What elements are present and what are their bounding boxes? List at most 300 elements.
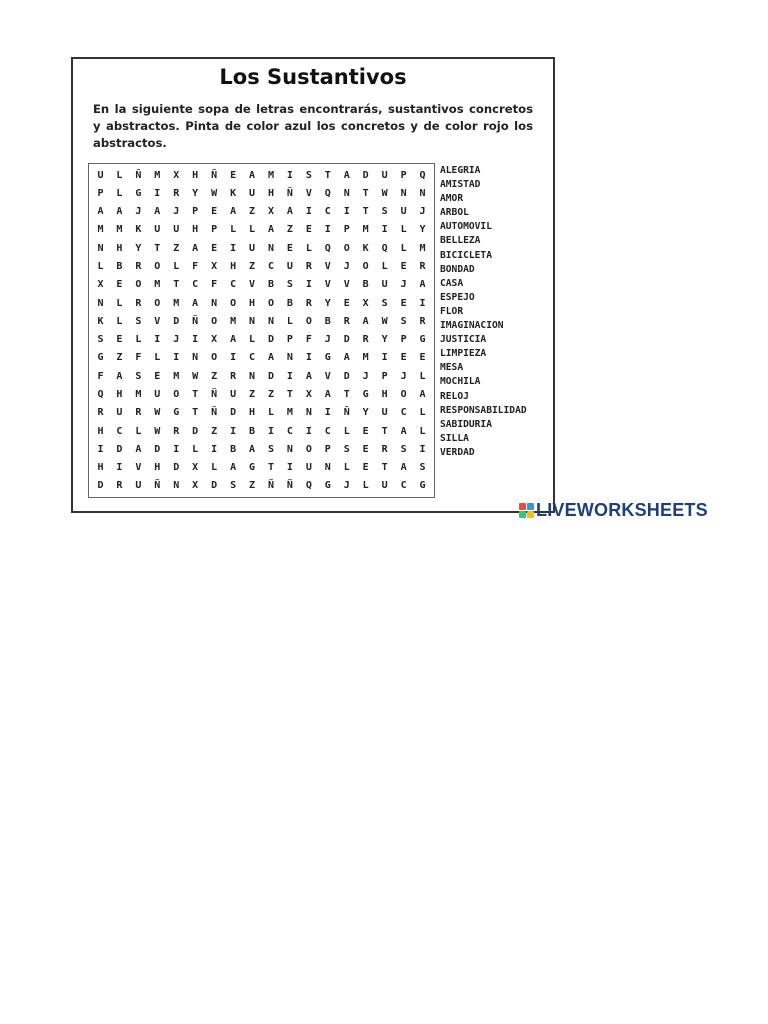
grid-letter[interactable]: U xyxy=(381,279,388,291)
grid-letter[interactable]: Ñ xyxy=(286,480,293,492)
grid-letter[interactable]: B xyxy=(362,279,369,291)
grid-letter[interactable]: T xyxy=(154,242,161,254)
grid-letter[interactable]: A xyxy=(305,370,312,382)
grid-letter[interactable]: C xyxy=(230,279,237,291)
grid-letter[interactable]: N xyxy=(400,187,407,199)
grid-letter[interactable]: P xyxy=(286,334,293,346)
grid-letter[interactable]: L xyxy=(362,480,369,492)
grid-letter[interactable]: A xyxy=(116,206,123,218)
grid-letter[interactable]: A xyxy=(116,370,123,382)
grid-letter[interactable]: G xyxy=(97,352,104,364)
grid-letter[interactable]: M xyxy=(135,388,142,400)
grid-letter[interactable]: L xyxy=(230,224,237,236)
grid-letter[interactable]: Z xyxy=(267,388,274,400)
grid-letter[interactable]: M xyxy=(154,279,161,291)
grid-letter[interactable]: N xyxy=(419,187,426,199)
grid-letter[interactable]: E xyxy=(211,206,218,218)
grid-letter[interactable]: H xyxy=(230,261,237,273)
grid-letter[interactable]: S xyxy=(135,370,142,382)
grid-letter[interactable]: W xyxy=(381,187,388,199)
word-search-grid[interactable] xyxy=(88,163,435,498)
grid-letter[interactable]: I xyxy=(381,352,388,364)
grid-letter[interactable]: I xyxy=(154,334,161,346)
grid-letter[interactable]: D xyxy=(192,425,199,437)
grid-letter[interactable]: L xyxy=(249,334,256,346)
grid-letter[interactable]: R xyxy=(305,261,312,273)
grid-letter[interactable]: R xyxy=(305,297,312,309)
grid-letter[interactable]: X xyxy=(267,206,274,218)
grid-letter[interactable]: S xyxy=(97,334,104,346)
grid-letter[interactable]: N xyxy=(267,242,274,254)
grid-letter[interactable]: X xyxy=(173,169,180,181)
grid-letter[interactable]: Z xyxy=(211,425,218,437)
grid-letter[interactable]: D xyxy=(230,407,237,419)
grid-letter[interactable]: X xyxy=(192,462,199,474)
grid-letter[interactable]: Q xyxy=(324,242,331,254)
grid-letter[interactable]: Y xyxy=(362,407,369,419)
grid-letter[interactable]: R xyxy=(135,297,142,309)
grid-letter[interactable]: Ñ xyxy=(286,187,293,199)
grid-letter[interactable]: I xyxy=(211,443,218,455)
grid-letter[interactable]: I xyxy=(419,297,426,309)
grid-letter[interactable]: L xyxy=(419,425,426,437)
grid-letter[interactable]: H xyxy=(267,187,274,199)
grid-letter[interactable]: I xyxy=(324,224,331,236)
grid-letter[interactable]: O xyxy=(362,261,369,273)
grid-letter[interactable]: A xyxy=(400,462,407,474)
grid-letter[interactable]: R xyxy=(135,261,142,273)
grid-letter[interactable]: A xyxy=(286,206,293,218)
grid-letter[interactable]: L xyxy=(381,261,388,273)
grid-letter[interactable]: L xyxy=(400,242,407,254)
grid-letter[interactable]: U xyxy=(230,388,237,400)
grid-letter[interactable]: F xyxy=(305,334,312,346)
grid-letter[interactable]: Y xyxy=(192,187,199,199)
grid-letter[interactable]: S xyxy=(135,315,142,327)
grid-letter[interactable]: T xyxy=(362,187,369,199)
grid-letter[interactable]: K xyxy=(230,187,237,199)
grid-letter[interactable]: Ñ xyxy=(211,169,218,181)
grid-letter[interactable]: M xyxy=(267,169,274,181)
grid-letter[interactable]: H xyxy=(116,388,123,400)
grid-letter[interactable]: R xyxy=(173,425,180,437)
grid-letter[interactable]: I xyxy=(286,370,293,382)
grid-letter[interactable]: A xyxy=(343,352,350,364)
grid-letter[interactable]: V xyxy=(324,279,331,291)
grid-letter[interactable]: O xyxy=(211,315,218,327)
grid-letter[interactable]: X xyxy=(362,297,369,309)
grid-letter[interactable]: Z xyxy=(116,352,123,364)
grid-letter[interactable]: L xyxy=(116,297,123,309)
grid-letter[interactable]: Z xyxy=(249,388,256,400)
grid-letter[interactable]: S xyxy=(305,169,312,181)
grid-letter[interactable]: I xyxy=(192,334,199,346)
grid-letter[interactable]: A xyxy=(230,462,237,474)
grid-letter[interactable]: A xyxy=(230,206,237,218)
grid-letter[interactable]: D xyxy=(97,480,104,492)
grid-letter[interactable]: E xyxy=(286,242,293,254)
grid-letter[interactable]: I xyxy=(173,352,180,364)
grid-letter[interactable]: E xyxy=(362,425,369,437)
grid-letter[interactable]: O xyxy=(400,388,407,400)
grid-letter[interactable]: V xyxy=(135,462,142,474)
grid-letter[interactable]: P xyxy=(192,206,199,218)
grid-letter[interactable]: E xyxy=(343,297,350,309)
grid-letter[interactable]: Z xyxy=(286,224,293,236)
grid-letter[interactable]: C xyxy=(249,352,256,364)
grid-letter[interactable]: M xyxy=(116,224,123,236)
grid-letter[interactable]: Ñ xyxy=(211,407,218,419)
grid-letter[interactable]: T xyxy=(324,169,331,181)
grid-letter[interactable]: O xyxy=(305,315,312,327)
grid-letter[interactable]: E xyxy=(305,224,312,236)
grid-letter[interactable]: R xyxy=(362,334,369,346)
grid-letter[interactable]: R xyxy=(135,407,142,419)
grid-letter[interactable]: H xyxy=(154,462,161,474)
grid-letter[interactable]: Y xyxy=(381,334,388,346)
grid-letter[interactable]: M xyxy=(97,224,104,236)
grid-letter[interactable]: N xyxy=(305,407,312,419)
grid-letter[interactable]: B xyxy=(324,315,331,327)
grid-letter[interactable]: L xyxy=(135,425,142,437)
grid-letter[interactable]: Ñ xyxy=(211,388,218,400)
grid-letter[interactable]: U xyxy=(135,480,142,492)
grid-letter[interactable]: Ñ xyxy=(343,407,350,419)
grid-letter[interactable]: Z xyxy=(249,480,256,492)
grid-letter[interactable]: N xyxy=(97,297,104,309)
grid-letter[interactable]: Q xyxy=(305,480,312,492)
grid-letter[interactable]: I xyxy=(381,224,388,236)
grid-letter[interactable]: Z xyxy=(249,261,256,273)
grid-letter[interactable]: R xyxy=(419,261,426,273)
grid-letter[interactable]: R xyxy=(97,407,104,419)
grid-letter[interactable]: I xyxy=(419,443,426,455)
grid-letter[interactable]: U xyxy=(400,206,407,218)
grid-letter[interactable]: X xyxy=(97,279,104,291)
grid-letter[interactable]: N xyxy=(249,370,256,382)
grid-letter[interactable]: E xyxy=(211,242,218,254)
grid-letter[interactable]: I xyxy=(343,206,350,218)
grid-letter[interactable]: L xyxy=(116,187,123,199)
grid-letter[interactable]: S xyxy=(381,206,388,218)
grid-letter[interactable]: M xyxy=(362,352,369,364)
grid-letter[interactable]: R xyxy=(173,187,180,199)
grid-letter[interactable]: T xyxy=(267,462,274,474)
grid-letter[interactable]: S xyxy=(400,315,407,327)
grid-letter[interactable]: V xyxy=(324,370,331,382)
grid-letter[interactable]: L xyxy=(400,224,407,236)
grid-letter[interactable]: A xyxy=(419,388,426,400)
grid-letter[interactable]: R xyxy=(419,315,426,327)
grid-letter[interactable]: B xyxy=(249,425,256,437)
grid-letter[interactable]: C xyxy=(324,206,331,218)
grid-letter[interactable]: C xyxy=(192,279,199,291)
grid-letter[interactable]: A xyxy=(267,352,274,364)
grid-letter[interactable]: E xyxy=(362,462,369,474)
grid-letter[interactable]: Ñ xyxy=(154,480,161,492)
grid-letter[interactable]: A xyxy=(249,443,256,455)
grid-letter[interactable]: M xyxy=(173,297,180,309)
grid-letter[interactable]: L xyxy=(305,242,312,254)
grid-letter[interactable]: T xyxy=(381,425,388,437)
grid-letter[interactable]: J xyxy=(173,206,180,218)
grid-letter[interactable]: Ñ xyxy=(135,169,142,181)
grid-letter[interactable]: X xyxy=(305,388,312,400)
grid-letter[interactable]: L xyxy=(135,334,142,346)
grid-letter[interactable]: Q xyxy=(419,169,426,181)
grid-letter[interactable]: N xyxy=(343,187,350,199)
grid-letter[interactable]: F xyxy=(135,352,142,364)
grid-letter[interactable]: I xyxy=(154,187,161,199)
grid-letter[interactable]: F xyxy=(192,261,199,273)
grid-letter[interactable]: P xyxy=(400,334,407,346)
grid-letter[interactable]: C xyxy=(400,480,407,492)
grid-letter[interactable]: F xyxy=(97,370,104,382)
grid-letter[interactable]: Y xyxy=(324,297,331,309)
grid-letter[interactable]: C xyxy=(267,261,274,273)
grid-letter[interactable]: P xyxy=(343,224,350,236)
grid-letter[interactable]: H xyxy=(249,407,256,419)
grid-letter[interactable]: S xyxy=(419,462,426,474)
grid-letter[interactable]: I xyxy=(173,443,180,455)
grid-letter[interactable]: U xyxy=(154,388,161,400)
grid-letter[interactable]: O xyxy=(211,352,218,364)
grid-letter[interactable]: A xyxy=(324,388,331,400)
grid-letter[interactable]: W xyxy=(381,315,388,327)
grid-letter[interactable]: S xyxy=(343,443,350,455)
grid-letter[interactable]: G xyxy=(324,480,331,492)
grid-letter[interactable]: H xyxy=(192,224,199,236)
grid-letter[interactable]: H xyxy=(381,388,388,400)
grid-letter[interactable]: E xyxy=(400,352,407,364)
grid-letter[interactable]: P xyxy=(211,224,218,236)
grid-letter[interactable]: L xyxy=(173,261,180,273)
grid-letter[interactable]: M xyxy=(286,407,293,419)
grid-letter[interactable]: G xyxy=(324,352,331,364)
grid-letter[interactable]: S xyxy=(267,443,274,455)
grid-letter[interactable]: J xyxy=(400,370,407,382)
grid-letter[interactable]: I xyxy=(286,169,293,181)
grid-letter[interactable]: U xyxy=(286,261,293,273)
grid-letter[interactable]: L xyxy=(343,462,350,474)
grid-letter[interactable]: B xyxy=(116,261,123,273)
grid-letter[interactable]: A xyxy=(362,315,369,327)
grid-letter[interactable]: W xyxy=(211,187,218,199)
grid-letter[interactable]: K xyxy=(362,242,369,254)
grid-letter[interactable]: Ñ xyxy=(267,480,274,492)
grid-letter[interactable]: T xyxy=(192,407,199,419)
grid-letter[interactable]: H xyxy=(249,297,256,309)
grid-letter[interactable]: D xyxy=(362,169,369,181)
grid-letter[interactable]: O xyxy=(305,443,312,455)
grid-letter[interactable]: U xyxy=(154,224,161,236)
grid-letter[interactable]: P xyxy=(381,370,388,382)
grid-letter[interactable]: M xyxy=(362,224,369,236)
grid-letter[interactable]: B xyxy=(286,297,293,309)
grid-letter[interactable]: O xyxy=(135,279,142,291)
grid-letter[interactable]: W xyxy=(154,407,161,419)
grid-letter[interactable]: L xyxy=(419,370,426,382)
grid-letter[interactable]: L xyxy=(286,315,293,327)
grid-letter[interactable]: A xyxy=(400,425,407,437)
grid-letter[interactable]: D xyxy=(267,370,274,382)
grid-letter[interactable]: E xyxy=(230,169,237,181)
grid-letter[interactable]: Y xyxy=(419,224,426,236)
grid-letter[interactable]: L xyxy=(192,443,199,455)
grid-letter[interactable]: K xyxy=(135,224,142,236)
grid-letter[interactable]: T xyxy=(343,388,350,400)
grid-letter[interactable]: R xyxy=(230,370,237,382)
grid-letter[interactable]: A xyxy=(192,297,199,309)
grid-letter[interactable]: A xyxy=(343,169,350,181)
grid-letter[interactable]: E xyxy=(154,370,161,382)
grid-letter[interactable]: I xyxy=(324,407,331,419)
grid-letter[interactable]: E xyxy=(419,352,426,364)
grid-letter[interactable]: G xyxy=(135,187,142,199)
grid-letter[interactable]: L xyxy=(343,425,350,437)
grid-letter[interactable]: R xyxy=(343,315,350,327)
grid-letter[interactable]: V xyxy=(305,187,312,199)
grid-letter[interactable]: I xyxy=(305,352,312,364)
grid-letter[interactable]: T xyxy=(173,279,180,291)
grid-letter[interactable]: P xyxy=(97,187,104,199)
grid-letter[interactable]: A xyxy=(192,242,199,254)
grid-letter[interactable]: M xyxy=(154,169,161,181)
grid-letter[interactable]: N xyxy=(286,443,293,455)
grid-letter[interactable]: K xyxy=(97,315,104,327)
grid-letter[interactable]: Z xyxy=(211,370,218,382)
grid-letter[interactable]: W xyxy=(192,370,199,382)
grid-letter[interactable]: X xyxy=(192,480,199,492)
grid-letter[interactable]: H xyxy=(116,242,123,254)
grid-letter[interactable]: N xyxy=(286,352,293,364)
grid-letter[interactable]: D xyxy=(116,443,123,455)
grid-letter[interactable]: I xyxy=(286,462,293,474)
grid-letter[interactable]: U xyxy=(249,242,256,254)
grid-letter[interactable]: A xyxy=(154,206,161,218)
grid-letter[interactable]: I xyxy=(230,425,237,437)
grid-letter[interactable]: Z xyxy=(249,206,256,218)
grid-letter[interactable]: G xyxy=(173,407,180,419)
grid-letter[interactable]: I xyxy=(305,206,312,218)
grid-letter[interactable]: L xyxy=(154,352,161,364)
grid-letter[interactable]: U xyxy=(173,224,180,236)
grid-letter[interactable]: D xyxy=(211,480,218,492)
grid-letter[interactable]: L xyxy=(211,462,218,474)
grid-letter[interactable]: C xyxy=(116,425,123,437)
grid-letter[interactable]: G xyxy=(419,334,426,346)
grid-letter[interactable]: Q xyxy=(97,388,104,400)
grid-letter[interactable]: V xyxy=(343,279,350,291)
grid-letter[interactable]: X xyxy=(211,261,218,273)
grid-letter[interactable]: H xyxy=(97,425,104,437)
grid-letter[interactable]: D xyxy=(267,334,274,346)
grid-letter[interactable]: L xyxy=(249,224,256,236)
grid-letter[interactable]: O xyxy=(154,261,161,273)
grid-letter[interactable]: V xyxy=(249,279,256,291)
grid-letter[interactable]: R xyxy=(381,443,388,455)
grid-letter[interactable]: C xyxy=(286,425,293,437)
grid-letter[interactable]: M xyxy=(173,370,180,382)
grid-letter[interactable]: A xyxy=(267,224,274,236)
grid-letter[interactable]: J xyxy=(362,370,369,382)
grid-letter[interactable]: D xyxy=(173,462,180,474)
grid-letter[interactable]: J xyxy=(419,206,426,218)
grid-letter[interactable]: V xyxy=(324,261,331,273)
grid-letter[interactable]: P xyxy=(324,443,331,455)
grid-letter[interactable]: S xyxy=(230,480,237,492)
grid-letter[interactable]: E xyxy=(116,334,123,346)
grid-letter[interactable]: U xyxy=(249,187,256,199)
grid-letter[interactable]: J xyxy=(343,261,350,273)
grid-letter[interactable]: I xyxy=(305,279,312,291)
grid-letter[interactable]: S xyxy=(286,279,293,291)
grid-letter[interactable]: I xyxy=(97,443,104,455)
grid-letter[interactable]: L xyxy=(116,169,123,181)
grid-letter[interactable]: G xyxy=(362,388,369,400)
grid-letter[interactable]: L xyxy=(116,315,123,327)
grid-letter[interactable]: T xyxy=(192,388,199,400)
grid-letter[interactable]: M xyxy=(419,242,426,254)
grid-letter[interactable]: I xyxy=(230,352,237,364)
grid-letter[interactable]: Q xyxy=(324,187,331,199)
grid-letter[interactable]: B xyxy=(267,279,274,291)
grid-letter[interactable]: P xyxy=(400,169,407,181)
grid-letter[interactable]: A xyxy=(97,206,104,218)
grid-letter[interactable]: I xyxy=(267,425,274,437)
grid-letter[interactable]: W xyxy=(154,425,161,437)
grid-letter[interactable]: J xyxy=(343,480,350,492)
grid-letter[interactable]: T xyxy=(362,206,369,218)
grid-letter[interactable]: M xyxy=(230,315,237,327)
grid-letter[interactable]: C xyxy=(400,407,407,419)
grid-letter[interactable]: N xyxy=(173,480,180,492)
grid-letter[interactable]: J xyxy=(324,334,331,346)
grid-letter[interactable]: T xyxy=(381,462,388,474)
grid-letter[interactable]: O xyxy=(267,297,274,309)
grid-letter[interactable]: D xyxy=(154,443,161,455)
grid-letter[interactable]: C xyxy=(324,425,331,437)
grid-letter[interactable]: L xyxy=(419,407,426,419)
grid-letter[interactable]: U xyxy=(381,407,388,419)
grid-letter[interactable]: A xyxy=(230,334,237,346)
grid-letter[interactable]: I xyxy=(230,242,237,254)
grid-letter[interactable]: Q xyxy=(381,242,388,254)
grid-letter[interactable]: N xyxy=(324,462,331,474)
grid-letter[interactable]: U xyxy=(97,169,104,181)
grid-letter[interactable]: G xyxy=(249,462,256,474)
grid-letter[interactable]: J xyxy=(173,334,180,346)
grid-letter[interactable]: O xyxy=(154,297,161,309)
grid-letter[interactable]: B xyxy=(230,443,237,455)
grid-letter[interactable]: T xyxy=(286,388,293,400)
grid-letter[interactable]: E xyxy=(116,279,123,291)
grid-letter[interactable]: H xyxy=(192,169,199,181)
grid-letter[interactable]: U xyxy=(116,407,123,419)
grid-letter[interactable]: N xyxy=(211,297,218,309)
grid-letter[interactable]: G xyxy=(419,480,426,492)
grid-letter[interactable]: H xyxy=(97,462,104,474)
grid-letter[interactable]: L xyxy=(267,407,274,419)
grid-letter[interactable]: O xyxy=(230,297,237,309)
grid-letter[interactable]: O xyxy=(173,388,180,400)
grid-letter[interactable]: A xyxy=(419,279,426,291)
grid-letter[interactable]: U xyxy=(381,169,388,181)
grid-letter[interactable]: I xyxy=(116,462,123,474)
grid-letter[interactable]: I xyxy=(305,425,312,437)
grid-letter[interactable]: A xyxy=(249,169,256,181)
grid-letter[interactable]: X xyxy=(211,334,218,346)
